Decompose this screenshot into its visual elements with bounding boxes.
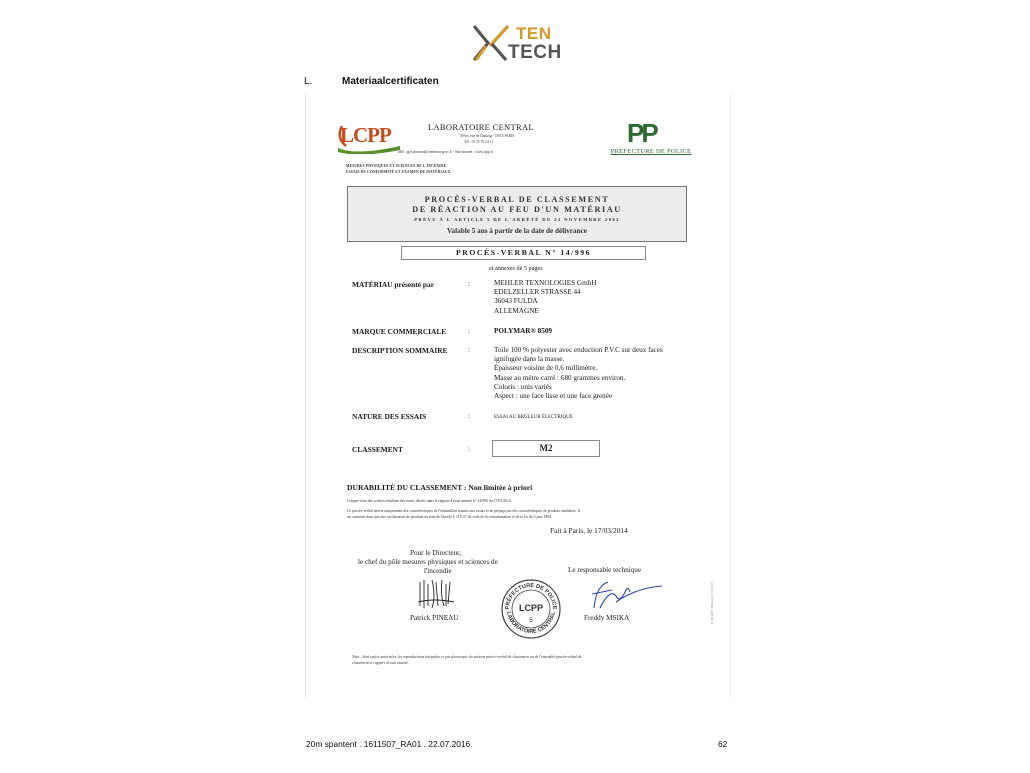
- title-box: [347, 186, 687, 242]
- materiau-line: ALLEMAGNE: [494, 306, 539, 315]
- prefecture-name: PRÉFECTURE DE POLICE: [610, 148, 692, 155]
- durabilite-text: DURABILITÉ DU CLASSEMENT : Non limitée à priori: [347, 483, 533, 492]
- lcpp-logo: [336, 122, 404, 154]
- pv-number-box: PROCÈS-VERBAL N° 14/996: [401, 246, 646, 260]
- stamp-center-text: LCPP: [518, 603, 544, 613]
- classement-label: CLASSEMENT: [352, 445, 403, 454]
- marque-colon: :: [468, 327, 470, 335]
- fine-print-1: Compte-tenu des critères résultant des essais décrits dans le rapport d'essai annexé n° 14/996 du 17/03/2014.: [347, 499, 512, 503]
- title-line-1: PROCÈS-VERBAL DE CLASSEMENT: [424, 195, 610, 204]
- director-name: Patrick PINEAU: [410, 614, 459, 622]
- materiau-value: [494, 279, 596, 316]
- classement-value: M2: [492, 440, 600, 457]
- brand-tech: TECH: [508, 42, 562, 63]
- certificate-page: [306, 92, 730, 698]
- tentech-logo: [472, 24, 576, 62]
- x-mark-icon: [472, 24, 512, 62]
- description-line: Toile 100 % polyester avec enduction P.V.C sur deux faces: [494, 346, 663, 354]
- note-text-2: classement et rapport d'essai annexé.: [352, 661, 409, 665]
- director-line-3: l'incendie: [424, 567, 452, 575]
- technician-signature: [586, 578, 666, 614]
- fine-print-2: Ce procès-verbal atteste uniquement des caractéristiques de l'échantillon soumis aux essais et ne préjuge pas des caractéristiques de produits similaires. Il: [347, 509, 580, 513]
- title-line-2: DE RÉACTION AU FEU D'UN MATÉRIAU: [412, 205, 622, 214]
- lab-address: 39 bis, rue de Dantzig - 75015 PARIS: [460, 134, 515, 138]
- lab-phone: Tél : 01 55 76 24 11: [464, 140, 494, 144]
- lab-department-2: ESSAIS DE CONFORMITÉ ET EXAMEN DE MATÉRIAUX: [346, 170, 451, 174]
- lcpp-logo-text: LCPP: [340, 123, 391, 147]
- description-line: Épaisseur voisine de 0,6 millimètre.: [494, 364, 598, 373]
- director-line-1: Pour le Directeur,: [410, 549, 462, 557]
- lab-name: LABORATOIRE CENTRAL: [428, 122, 534, 132]
- lcpp-stamp: [500, 578, 562, 640]
- materiau-label: MATÉRIAU présenté par: [352, 280, 434, 289]
- lab-department-1: MESURES PHYSIQUES ET SCIENCES DE L'INCENDIE: [346, 164, 447, 168]
- technician-title: Le responsable technique: [568, 566, 642, 574]
- description-colon: :: [468, 346, 470, 354]
- materiau-line: EDELZELLER STRASSE 44: [494, 288, 581, 297]
- materiau-colon: :: [468, 280, 470, 288]
- prefecture-logo: [599, 118, 703, 162]
- note-text: Nota : Sont seules autorisées, les reproductions intégrales et par photocopie du présent procès-verbal de classement ou de l'ensemble procès-verbal de: [352, 655, 582, 659]
- footer-page-number: 62: [718, 739, 728, 749]
- stamp-top-text: PRÉFECTURE DE POLICE: [504, 582, 558, 610]
- lab-contact: Mél : pp-labcentral@interieur.gouv.fr - Site internet : www.lcpp.fr: [398, 150, 494, 154]
- marque-label: MARQUE COMMERCIALE: [352, 327, 447, 336]
- prefecture-logo-mark: PP: [627, 118, 656, 148]
- section-letter: L.: [304, 76, 313, 87]
- marque-value: POLYMAR® 8509: [494, 327, 553, 335]
- brand-ten: TEN: [516, 24, 552, 43]
- side-code: FOR.LBC.PPR-13.07.11.V05: [710, 582, 714, 624]
- director-line-2: le chef du pôle mesures physiques et sciences de: [358, 558, 498, 566]
- nature-colon: :: [468, 412, 470, 420]
- director-signature: [414, 576, 458, 612]
- footer-document-ref: 20m spantent . 1611507_RA01 . 22.07.2016: [306, 739, 471, 749]
- nature-label: NATURE DES ESSAIS: [352, 412, 427, 421]
- description-line: Aspect : une face lisse et une face grenée: [494, 392, 613, 401]
- description-label: DESCRIPTION SOMMAIRE: [352, 346, 448, 355]
- validity-text: Valable 5 ans à partir de la date de délivrance: [447, 227, 587, 235]
- classement-colon: :: [468, 445, 470, 453]
- place-date: Fait à Paris, le 17/03/2014: [550, 526, 628, 535]
- nature-value: ESSAI AU BRÛLEUR ÉLECTRIQUE: [494, 415, 573, 420]
- description-line: ignifugée dans la masse.: [494, 355, 565, 364]
- materiau-line: MEHLER TEXNOLOGIES GmbH: [494, 279, 597, 287]
- description-value: [494, 346, 663, 401]
- technician-name: Freddy MSIKA: [584, 614, 630, 622]
- description-line: Coloris : unis variés: [494, 382, 552, 391]
- materiau-line: 36043 FULDA: [494, 297, 538, 306]
- description-line: Masse au mètre carré : 680 grammes environ.: [494, 373, 626, 382]
- section-title: Materiaalcertificaten: [342, 76, 439, 87]
- stamp-number: 5: [529, 618, 533, 624]
- title-line-3: PRÉVU À L'ARTICLE 5 DE L'ARRÊTÉ DU 21 NOVEMBRE 2002: [414, 217, 620, 222]
- stamp-bottom-text: LABORATOIRE CENTRAL: [505, 611, 557, 636]
- fine-print-3: ne constitue donc pas une certification de produits au sens de l'article L 115-27 du code de la consommation et de la loi du 3 juin 1994.: [347, 515, 552, 519]
- annexes-text: et annexes de 5 pages: [489, 265, 543, 272]
